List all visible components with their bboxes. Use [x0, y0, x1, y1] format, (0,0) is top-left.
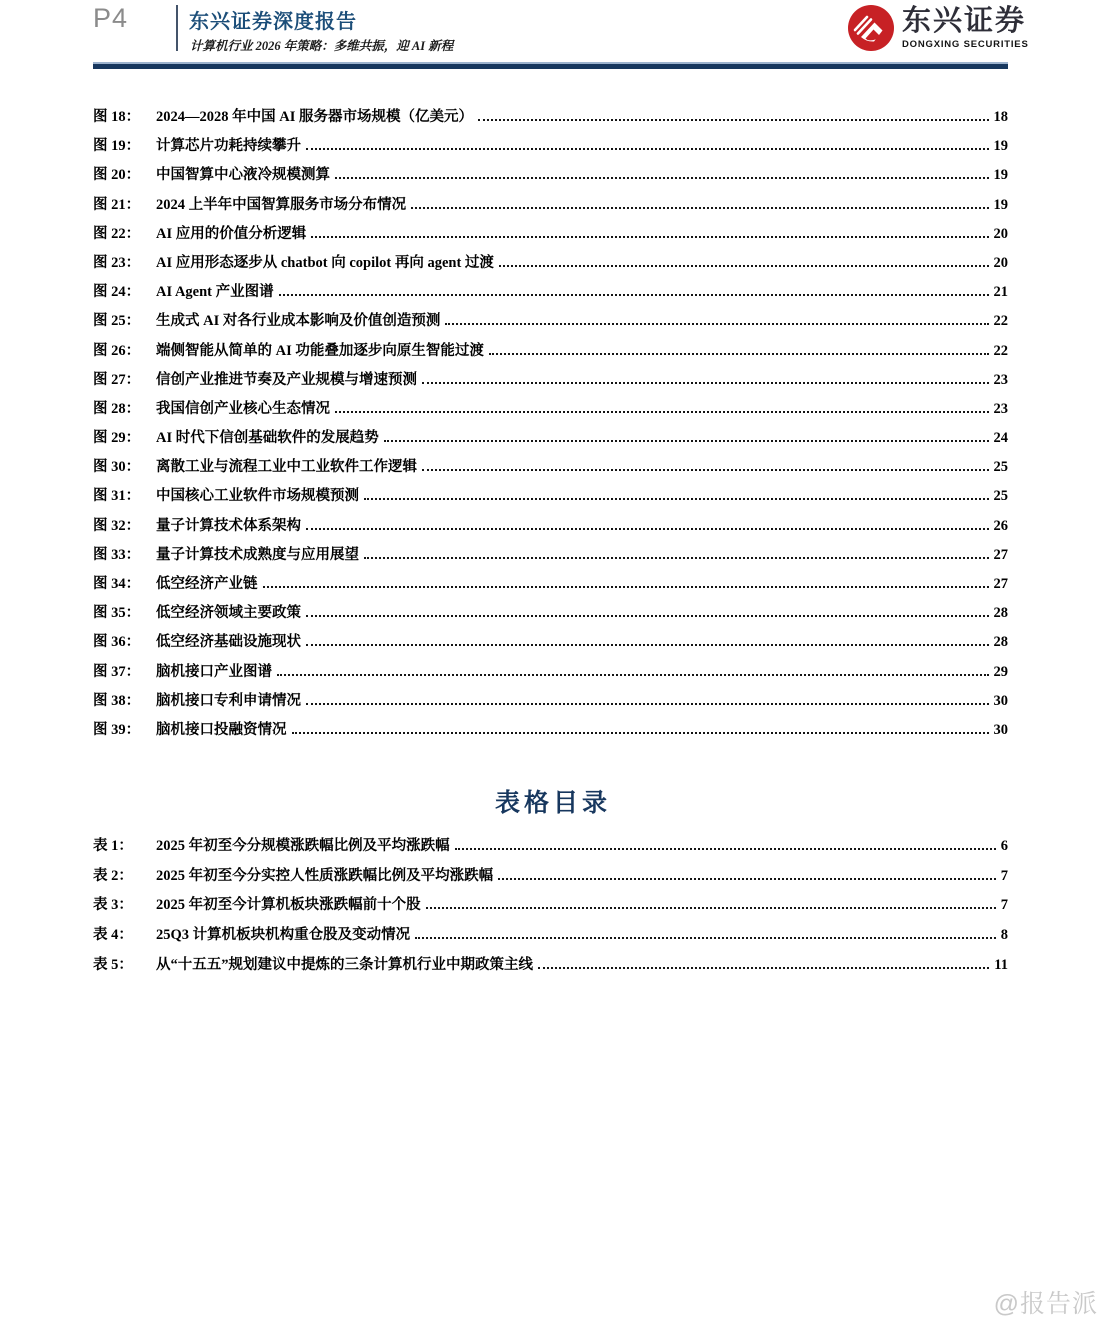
- toc-dot-leader: [292, 732, 989, 734]
- toc-entry-page: 11: [994, 956, 1008, 973]
- toc-entry-title: 信创产业推进节奏及产业规模与增速预测: [156, 371, 417, 388]
- toc-entry-page: 23: [993, 371, 1008, 388]
- toc-entry-label: 图 32：: [93, 517, 141, 534]
- toc-entry-page: 22: [993, 313, 1008, 330]
- toc-entry-page: 19: [993, 167, 1008, 184]
- toc-entry-label: 图 34：: [93, 576, 141, 592]
- toc-entry[interactable]: [93, 829, 1008, 859]
- toc-dot-leader: [445, 323, 988, 325]
- toc-entry-title: 脑机接口投融资情况: [156, 721, 287, 738]
- toc-dot-leader: [384, 440, 989, 442]
- toc-entry[interactable]: [93, 948, 1008, 978]
- toc-entry-title: 2024 上半年中国智算服务市场分布情况: [156, 196, 407, 213]
- toc-entry-page: 28: [993, 634, 1008, 651]
- toc-entry-page: 22: [993, 342, 1008, 359]
- toc-entry-title: AI 时代下信创基础软件的发展趋势: [156, 430, 379, 447]
- toc-entry-page: 19: [993, 196, 1008, 213]
- toc-entry[interactable]: [93, 421, 1008, 450]
- toc-entry-label: 图 20：: [93, 167, 141, 184]
- toc-entry-title: 低空经济领域主要政策: [156, 605, 301, 622]
- toc-dot-leader: [411, 207, 988, 209]
- toc-entry-page: 25: [993, 488, 1008, 505]
- dongxing-logo-icon: [847, 4, 895, 52]
- toc-dot-leader: [306, 615, 989, 617]
- toc-entry-page: 27: [993, 546, 1008, 563]
- toc-dot-leader: [306, 644, 989, 646]
- toc-dot-leader: [455, 848, 996, 850]
- toc-entry-title: 量子计算技术体系架构: [156, 517, 301, 534]
- toc-dot-leader: [426, 907, 996, 909]
- toc-entry-title: 离散工业与流程工业中工业软件工作逻辑: [156, 459, 417, 476]
- toc-entry-label: 图 37：: [93, 663, 141, 680]
- toc-entry-page: 23: [993, 400, 1008, 417]
- toc-dot-leader: [306, 703, 989, 705]
- header-divider: [176, 5, 178, 51]
- tables-toc-list: [93, 829, 1008, 977]
- toc-entry[interactable]: [93, 859, 1008, 889]
- toc-dot-leader: [277, 674, 989, 676]
- toc-entry[interactable]: [93, 363, 1008, 392]
- toc-dot-leader: [335, 411, 989, 413]
- toc-entry[interactable]: [93, 713, 1008, 742]
- toc-entry-title: 脑机接口产业图谱: [156, 663, 272, 680]
- toc-entry-label: 图 28：: [93, 400, 141, 417]
- logo-name-cn: 东兴证券: [902, 5, 1027, 38]
- toc-entry-title: 2024—2028 年中国 AI 服务器市场规模（亿美元）: [156, 109, 473, 125]
- toc-entry-title: 低空经济产业链: [156, 576, 258, 592]
- toc-dot-leader: [311, 236, 988, 238]
- toc-entry-page: 30: [993, 692, 1008, 709]
- toc-entry[interactable]: [93, 188, 1008, 217]
- toc-entry[interactable]: [93, 450, 1008, 479]
- toc-dot-leader: [415, 937, 996, 939]
- toc-entry-title: 生成式 AI 对各行业成本影响及价值创造预测: [156, 313, 441, 330]
- toc-entry[interactable]: [93, 625, 1008, 654]
- toc-entry-page: 7: [1000, 867, 1008, 884]
- toc-entry-title: 2025 年初至今计算机板块涨跌幅前十个股: [156, 897, 421, 914]
- toc-entry-label: 图 31：: [93, 488, 141, 505]
- header-rule: [93, 62, 1008, 69]
- dongxing-logo: [847, 4, 1029, 52]
- toc-entry-page: 6: [1000, 838, 1008, 854]
- toc-dot-leader: [335, 177, 989, 179]
- toc-entry-page: 8: [1000, 927, 1008, 944]
- toc-entry-title: 低空经济基础设施现状: [156, 634, 301, 651]
- toc-entry-label: 图 24：: [93, 284, 141, 301]
- toc-entry[interactable]: [93, 684, 1008, 713]
- toc-dot-leader: [422, 469, 989, 471]
- toc-entry-page: 30: [993, 721, 1008, 738]
- toc-entry-label: 图 23：: [93, 254, 141, 271]
- toc-entry[interactable]: [93, 538, 1008, 567]
- toc-dot-leader: [279, 294, 989, 296]
- toc-entry-label: 表 1：: [93, 838, 133, 854]
- toc-entry-label: 图 36：: [93, 634, 141, 651]
- toc-entry[interactable]: [93, 392, 1008, 421]
- toc-dot-leader: [489, 353, 989, 355]
- toc-entry-page: 18: [993, 109, 1008, 125]
- report-subtitle: 计算机行业 2026 年策略：多维共振，迎 AI 新程: [190, 39, 454, 53]
- toc-entry-label: 图 25：: [93, 313, 141, 330]
- toc-entry[interactable]: [93, 596, 1008, 625]
- toc-entry-label: 图 30：: [93, 459, 141, 476]
- toc-dot-leader: [422, 382, 989, 384]
- toc-entry-label: 图 39：: [93, 721, 141, 738]
- logo-name-en: DONGXING SECURITIES: [902, 38, 1029, 50]
- toc-dot-leader: [364, 498, 989, 500]
- toc-entry-label: 图 18：: [93, 109, 141, 125]
- toc-entry[interactable]: [93, 479, 1008, 508]
- toc-dot-leader: [478, 119, 989, 121]
- toc-entry-page: 28: [993, 605, 1008, 622]
- toc-entry-title: 脑机接口专利申请情况: [156, 692, 301, 709]
- report-type-title: 东兴证券深度报告: [189, 11, 357, 33]
- toc-entry-label: 图 22：: [93, 225, 141, 242]
- toc-entry-title: 中国智算中心液冷规模测算: [156, 167, 330, 184]
- toc-entry-page: 25: [993, 459, 1008, 476]
- toc-dot-leader: [498, 878, 996, 880]
- page-number-label: P4: [93, 3, 129, 33]
- toc-entry-label: 图 26：: [93, 342, 141, 359]
- toc-entry-title: AI Agent 产业图谱: [156, 284, 274, 301]
- toc-entry-title: AI 应用形态逐步从 chatbot 向 copilot 再向 agent 过渡: [156, 254, 494, 271]
- toc-entry-title: 端侧智能从简单的 AI 功能叠加逐步向原生智能过渡: [156, 342, 484, 359]
- toc-entry[interactable]: [93, 275, 1008, 304]
- toc-entry-title: AI 应用的价值分析逻辑: [156, 225, 307, 242]
- toc-entry[interactable]: [93, 129, 1008, 158]
- toc-entry-title: 量子计算技术成熟度与应用展望: [156, 546, 359, 563]
- toc-entry-page: 20: [993, 225, 1008, 242]
- toc-entry-title: 从“十五五”规划建议中提炼的三条计算机行业中期政策主线: [156, 956, 533, 973]
- toc-dot-leader: [263, 586, 989, 588]
- toc-entry[interactable]: [93, 304, 1008, 333]
- toc-entry[interactable]: [93, 158, 1008, 187]
- toc-entry-title: 我国信创产业核心生态情况: [156, 400, 330, 417]
- toc-entry-page: 24: [993, 430, 1008, 447]
- toc-dot-leader: [306, 148, 989, 150]
- toc-entry[interactable]: [93, 918, 1008, 948]
- toc-entry-label: 表 4：: [93, 927, 133, 944]
- tables-toc-heading: 表格目录: [494, 789, 611, 817]
- toc-entry-label: 图 38：: [93, 692, 141, 709]
- toc-entry-label: 图 29：: [93, 430, 141, 447]
- toc-entry-label: 图 21：: [93, 196, 141, 213]
- toc-entry-label: 图 27：: [93, 371, 141, 388]
- toc-entry-title: 中国核心工业软件市场规模预测: [156, 488, 359, 505]
- toc-entry-title: 2025 年初至今分规模涨跌幅比例及平均涨跌幅: [156, 838, 450, 854]
- toc-entry-label: 表 2：: [93, 867, 133, 884]
- toc-entry[interactable]: [93, 100, 1008, 129]
- toc-entry-label: 图 33：: [93, 546, 141, 563]
- toc-entry-page: 26: [993, 517, 1008, 534]
- toc-dot-leader: [499, 265, 989, 267]
- toc-entry[interactable]: [93, 246, 1008, 275]
- toc-entry-page: 27: [993, 576, 1008, 592]
- toc-dot-leader: [364, 557, 989, 559]
- watermark-text: @报告派: [993, 1290, 1098, 1318]
- logo-text: [902, 6, 1029, 49]
- toc-entry[interactable]: [93, 334, 1008, 363]
- toc-entry-title: 2025 年初至今分实控人性质涨跌幅比例及平均涨跌幅: [156, 867, 494, 884]
- toc-entry-label: 图 35：: [93, 605, 141, 622]
- toc-entry[interactable]: [93, 567, 1008, 596]
- toc-entry-label: 表 5：: [93, 956, 133, 973]
- toc-entry-label: 图 19：: [93, 138, 141, 155]
- toc-dot-leader: [306, 528, 989, 530]
- toc-entry-page: 29: [993, 663, 1008, 680]
- toc-entry-page: 19: [993, 138, 1008, 155]
- toc-entry-title: 25Q3 计算机板块机构重仓股及变动情况: [156, 927, 411, 944]
- toc-entry[interactable]: [93, 655, 1008, 684]
- toc-entry[interactable]: [93, 888, 1008, 918]
- figures-toc-list: [93, 100, 1008, 742]
- toc-entry[interactable]: [93, 509, 1008, 538]
- toc-entry-label: 表 3：: [93, 897, 133, 914]
- toc-entry-page: 20: [993, 254, 1008, 271]
- toc-entry-page: 21: [993, 284, 1008, 301]
- toc-entry-title: 计算芯片功耗持续攀升: [156, 138, 301, 155]
- toc-entry-page: 7: [1000, 897, 1008, 914]
- toc-entry[interactable]: [93, 217, 1008, 246]
- toc-dot-leader: [538, 967, 989, 969]
